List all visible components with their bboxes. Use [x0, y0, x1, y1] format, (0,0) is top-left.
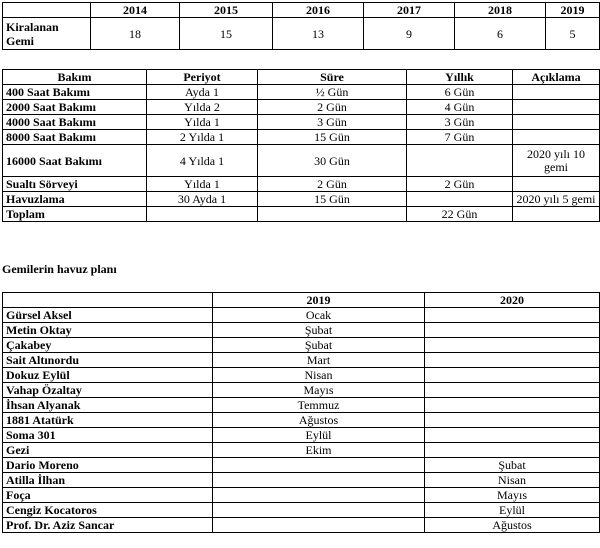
aciklama-cell: [513, 85, 600, 100]
plan-row: [3, 353, 600, 368]
maintenance-row: [3, 192, 600, 207]
bakim-cell: Sualtı Sörveyi: [3, 177, 147, 192]
header-bakim: Bakım: [3, 70, 147, 85]
plan-2019-cell: [213, 473, 425, 488]
plan-row: [3, 368, 600, 383]
plan-2019-cell: Mart: [213, 353, 425, 368]
plan-2020-cell: Şubat: [425, 458, 600, 473]
maintenance-table: [2, 69, 600, 222]
ship-name-cell: 1881 Atatürk: [3, 413, 213, 428]
maintenance-row: [3, 115, 600, 130]
ship-name-cell: Atilla İlhan: [3, 473, 213, 488]
yillik-cell: 2 Gün: [407, 177, 513, 192]
sure-cell: 15 Gün: [258, 130, 407, 145]
yillik-cell: [407, 145, 513, 177]
aciklama-cell: [513, 130, 600, 145]
plan-2019-cell: Şubat: [213, 323, 425, 338]
plan-2019-cell: Şubat: [213, 338, 425, 353]
periyot-cell: 4 Yılda 1: [147, 145, 258, 177]
plan-2020-cell: [425, 323, 600, 338]
ship-name-cell: Soma 301: [3, 428, 213, 443]
periyot-cell: 30 Ayda 1: [147, 192, 258, 207]
periyot-cell: Yılda 2: [147, 100, 258, 115]
ship-name-cell: Dario Moreno: [3, 458, 213, 473]
total-empty-cell: [258, 207, 407, 222]
year-header: 2017: [364, 3, 455, 18]
total-label: Toplam: [3, 207, 147, 222]
ship-name-cell: Gürsel Aksel: [3, 308, 213, 323]
aciklama-cell: [513, 115, 600, 130]
bakim-cell: 4000 Saat Bakımı: [3, 115, 147, 130]
aciklama-cell: 2020 yılı 5 gemi: [513, 192, 600, 207]
bakim-cell: 2000 Saat Bakımı: [3, 100, 147, 115]
rented-count: 18: [91, 18, 180, 50]
rented-ships-row: [3, 18, 600, 50]
plan-2019-cell: Eylül: [213, 428, 425, 443]
rented-ships-table: [2, 2, 600, 50]
rented-count: 13: [273, 18, 364, 50]
plan-body: [3, 308, 600, 533]
periyot-cell: Ayda 1: [147, 85, 258, 100]
plan-2019-cell: Nisan: [213, 368, 425, 383]
plan-2019-cell: Ekim: [213, 443, 425, 458]
plan-2020-cell: [425, 368, 600, 383]
plan-2020-cell: Nisan: [425, 473, 600, 488]
dock-plan-table: [2, 292, 600, 533]
maintenance-row: [3, 130, 600, 145]
sure-cell: 30 Gün: [258, 145, 407, 177]
aciklama-cell: [513, 100, 600, 115]
years-corner-cell: [3, 3, 91, 18]
plan-2020-cell: [425, 338, 600, 353]
rented-label-line1: Kiralanan: [6, 19, 59, 34]
yillik-cell: [407, 192, 513, 207]
plan-row: [3, 428, 600, 443]
maintenance-row: [3, 145, 600, 177]
maintenance-row: [3, 100, 600, 115]
periyot-cell: Yılda 1: [147, 177, 258, 192]
header-periyot: Periyot: [147, 70, 258, 85]
sure-cell: 3 Gün: [258, 115, 407, 130]
plan-row: [3, 458, 600, 473]
periyot-cell: Yılda 1: [147, 115, 258, 130]
total-empty-cell: [147, 207, 258, 222]
ship-name-cell: Sait Altınordu: [3, 353, 213, 368]
yillik-cell: 7 Gün: [407, 130, 513, 145]
maintenance-row: [3, 85, 600, 100]
plan-row: [3, 398, 600, 413]
plan-row: [3, 413, 600, 428]
rented-ships-label: [3, 18, 91, 50]
plan-2020-cell: Eylül: [425, 503, 600, 518]
header-aciklama: Açıklama: [513, 70, 600, 85]
ship-name-cell: Dokuz Eylül: [3, 368, 213, 383]
plan-row: [3, 338, 600, 353]
bakim-cell: 16000 Saat Bakımı: [3, 145, 147, 177]
aciklama-cell: [513, 177, 600, 192]
ship-name-cell: Gezi: [3, 443, 213, 458]
ship-name-cell: Metin Oktay: [3, 323, 213, 338]
plan-row: [3, 473, 600, 488]
plan-row: [3, 383, 600, 398]
plan-2020-cell: Mayıs: [425, 488, 600, 503]
plan-2020-cell: [425, 308, 600, 323]
plan-2019-cell: Temmuz: [213, 398, 425, 413]
plan-2020-cell: [425, 353, 600, 368]
bakim-cell: 8000 Saat Bakımı: [3, 130, 147, 145]
sure-cell: 15 Gün: [258, 192, 407, 207]
years-header-row: [3, 3, 600, 18]
plan-2020-cell: [425, 383, 600, 398]
plan-row: [3, 488, 600, 503]
plan-row: [3, 503, 600, 518]
plan-2019-cell: Mayıs: [213, 383, 425, 398]
year-header: 2014: [91, 3, 180, 18]
plan-2020-cell: [425, 428, 600, 443]
plan-2020-cell: [425, 398, 600, 413]
yillik-cell: 6 Gün: [407, 85, 513, 100]
header-yillik: Yıllık: [407, 70, 513, 85]
rented-count: 6: [455, 18, 546, 50]
plan-2020-cell: [425, 413, 600, 428]
plan-2020-cell: [425, 443, 600, 458]
plan-2019-cell: Ağustos: [213, 413, 425, 428]
year-header: 2018: [455, 3, 546, 18]
maintenance-total-row: [3, 207, 600, 222]
maintenance-row: [3, 177, 600, 192]
sure-cell: ½ Gün: [258, 85, 407, 100]
rented-label-line2: Gemi: [6, 33, 34, 48]
ship-name-cell: İhsan Alyanak: [3, 398, 213, 413]
maintenance-header-row: [3, 70, 600, 85]
plan-header-row: [3, 293, 600, 308]
plan-2019-cell: [213, 503, 425, 518]
year-header: 2019: [546, 3, 600, 18]
plan-row: [3, 443, 600, 458]
plan-row: [3, 518, 600, 533]
aciklama-cell: 2020 yılı 10 gemi: [513, 145, 600, 177]
plan-2019-cell: [213, 458, 425, 473]
plan-header-2020: 2020: [425, 293, 600, 308]
ship-name-cell: Prof. Dr. Aziz Sancar: [3, 518, 213, 533]
plan-2019-cell: [213, 518, 425, 533]
rented-count: 15: [180, 18, 273, 50]
plan-corner-cell: [3, 293, 213, 308]
ship-name-cell: Çakabey: [3, 338, 213, 353]
ship-name-cell: Vahap Özaltay: [3, 383, 213, 398]
ship-name-cell: Cengiz Kocatoros: [3, 503, 213, 518]
ship-name-cell: Foça: [3, 488, 213, 503]
year-header: 2016: [273, 3, 364, 18]
bakim-cell: 400 Saat Bakımı: [3, 85, 147, 100]
plan-header-2019: 2019: [213, 293, 425, 308]
dock-plan-title: Gemilerin havuz planı: [2, 262, 117, 276]
header-sure: Süre: [258, 70, 407, 85]
periyot-cell: 2 Yılda 1: [147, 130, 258, 145]
plan-2019-cell: [213, 488, 425, 503]
rented-count: 9: [364, 18, 455, 50]
plan-row: [3, 308, 600, 323]
plan-2020-cell: Ağustos: [425, 518, 600, 533]
plan-2019-cell: Ocak: [213, 308, 425, 323]
total-empty-cell: [513, 207, 600, 222]
yillik-cell: 4 Gün: [407, 100, 513, 115]
rented-count: 5: [546, 18, 600, 50]
sure-cell: 2 Gün: [258, 100, 407, 115]
bakim-cell: Havuzlama: [3, 192, 147, 207]
yillik-cell: 3 Gün: [407, 115, 513, 130]
total-value: 22 Gün: [407, 207, 513, 222]
sure-cell: 2 Gün: [258, 177, 407, 192]
plan-row: [3, 323, 600, 338]
year-header: 2015: [180, 3, 273, 18]
